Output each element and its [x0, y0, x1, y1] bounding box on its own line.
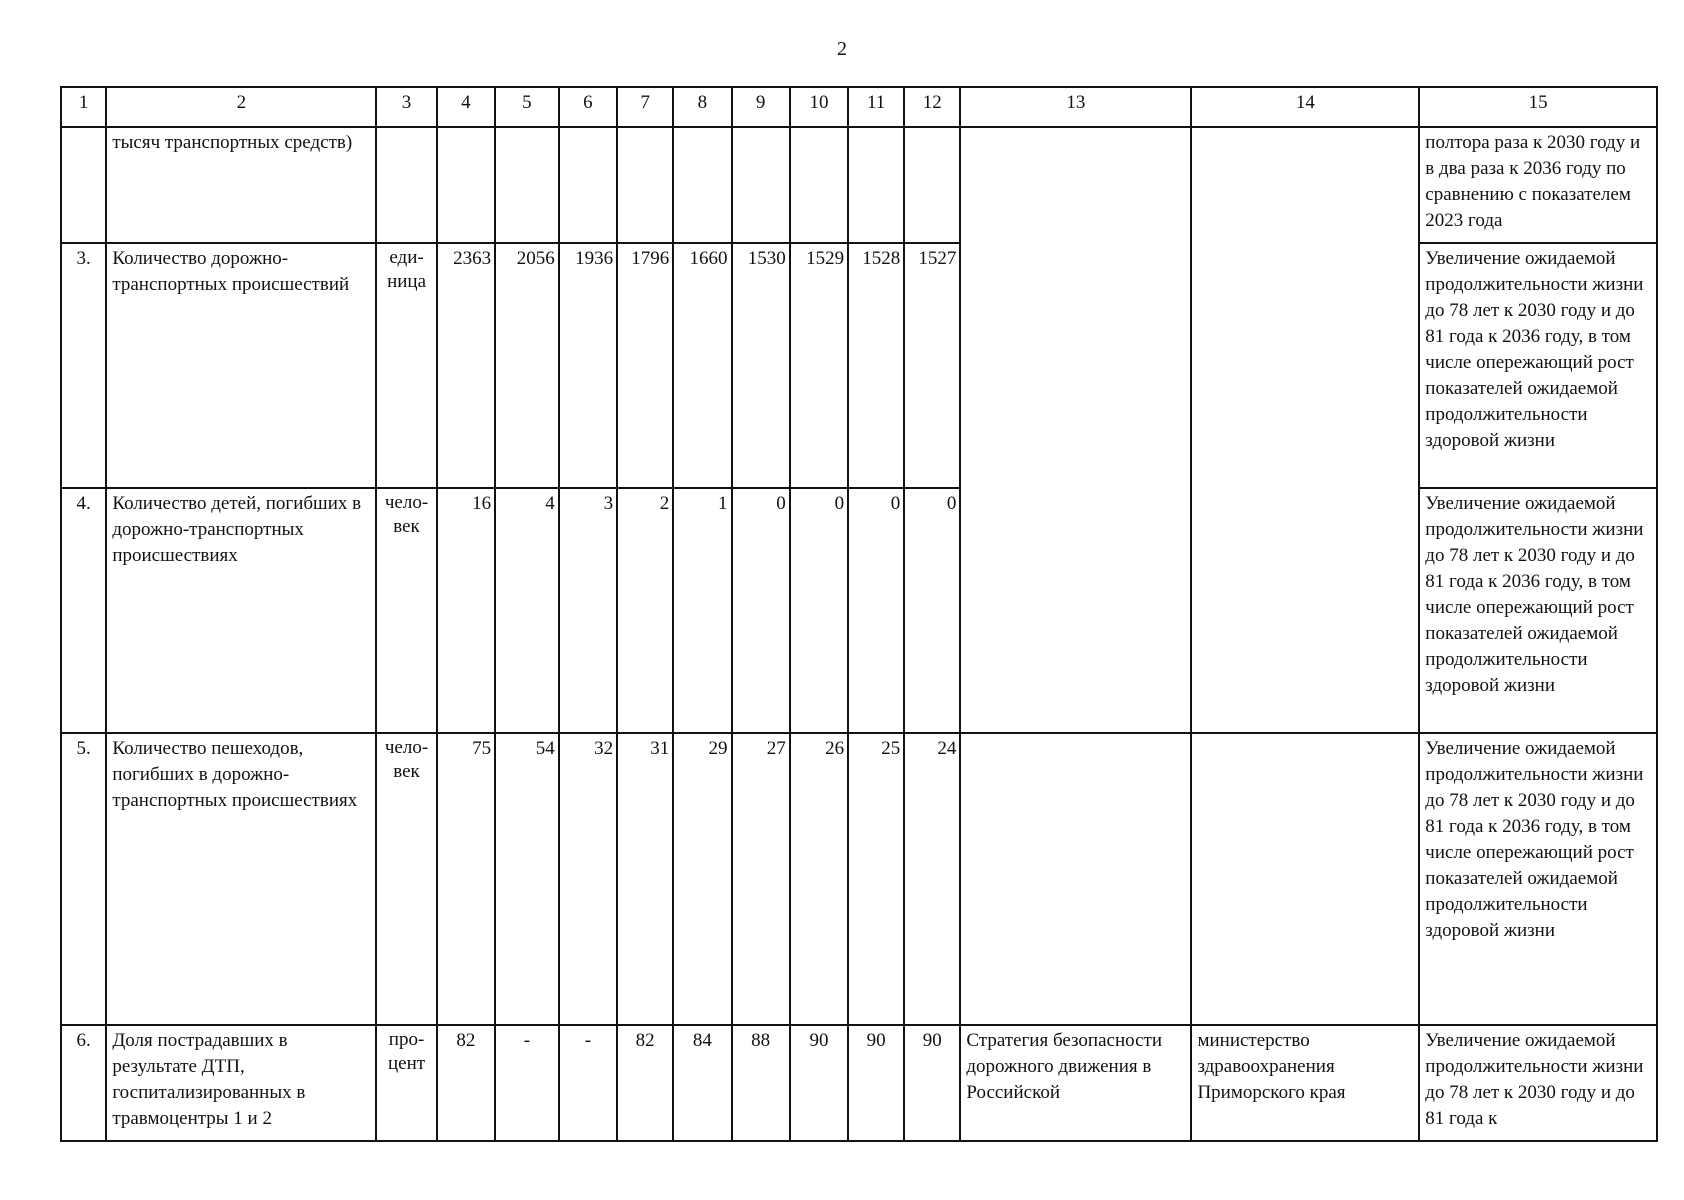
value-cell: 29 [673, 733, 731, 1025]
value-cell: 2056 [495, 243, 559, 488]
table-row [61, 1025, 1657, 1141]
responsible-cell-merged [1191, 127, 1419, 733]
header-cell: 15 [1419, 87, 1657, 127]
value-cell [673, 127, 731, 243]
value-cell: - [559, 1025, 617, 1141]
row-number [61, 127, 106, 243]
header-cell: 10 [790, 87, 848, 127]
table-row [61, 733, 1657, 1025]
indicator-name: Количество детей, погибших в дорожно-транспортных происшествиях [106, 488, 376, 733]
header-cell: 1 [61, 87, 106, 127]
value-cell: 1528 [848, 243, 904, 488]
value-cell: 1530 [732, 243, 790, 488]
value-cell: - [495, 1025, 559, 1141]
header-cell: 12 [904, 87, 960, 127]
value-cell: 75 [437, 733, 495, 1025]
source-cell: Стратегия безопасности дорожного движения в Российской [960, 1025, 1191, 1141]
unit: еди-ница [376, 243, 436, 488]
value-cell: 88 [732, 1025, 790, 1141]
value-cell: 3 [559, 488, 617, 733]
header-cell: 8 [673, 87, 731, 127]
value-cell: 16 [437, 488, 495, 733]
value-cell: 90 [790, 1025, 848, 1141]
value-cell [559, 127, 617, 243]
result-text: Увеличение ожидаемой продолжительности жизни до 78 лет к 2030 году и до 81 года к 2036 году, в том числе опережающий рост показателей ожидаемой продолжительности здоровой жизни [1419, 488, 1657, 733]
value-cell: 0 [732, 488, 790, 733]
value-cell: 84 [673, 1025, 731, 1141]
indicator-name: Количество дорожно-транспортных происшествий [106, 243, 376, 488]
responsible-cell [1191, 733, 1419, 1025]
unit: чело-век [376, 488, 436, 733]
value-cell: 26 [790, 733, 848, 1025]
value-cell: 25 [848, 733, 904, 1025]
value-cell: 0 [904, 488, 960, 733]
indicator-name: тысяч транспортных средств) [106, 127, 376, 243]
indicator-name: Количество пешеходов, погибших в дорожно-транспортных происшествиях [106, 733, 376, 1025]
value-cell: 0 [848, 488, 904, 733]
row-number: 6. [61, 1025, 106, 1141]
header-cell: 4 [437, 87, 495, 127]
value-cell: 24 [904, 733, 960, 1025]
result-text: полтора раза к 2030 году и в два раза к 2036 году по сравнению с показателем 2023 года [1419, 127, 1657, 243]
value-cell [848, 127, 904, 243]
value-cell: 2363 [437, 243, 495, 488]
header-cell: 6 [559, 87, 617, 127]
header-cell: 14 [1191, 87, 1419, 127]
value-cell: 82 [437, 1025, 495, 1141]
unit: про-цент [376, 1025, 436, 1141]
header-cell: 3 [376, 87, 436, 127]
value-cell: 1527 [904, 243, 960, 488]
value-cell: 27 [732, 733, 790, 1025]
value-cell: 1 [673, 488, 731, 733]
row-number: 3. [61, 243, 106, 488]
result-text: Увеличение ожидаемой продолжительности жизни до 78 лет к 2030 году и до 81 года к 2036 году, в том числе опережающий рост показателей ожидаемой продолжительности здоровой жизни [1419, 733, 1657, 1025]
value-cell: 1796 [617, 243, 673, 488]
header-cell: 2 [106, 87, 376, 127]
row-number: 5. [61, 733, 106, 1025]
header-cell: 11 [848, 87, 904, 127]
header-cell: 7 [617, 87, 673, 127]
page-number: 2 [837, 38, 847, 60]
indicators-table [60, 86, 1658, 1142]
unit [376, 127, 436, 243]
value-cell [732, 127, 790, 243]
result-text: Увеличение ожидаемой продолжительности жизни до 78 лет к 2030 году и до 81 года к 2036 году, в том числе опережающий рост показателей ожидаемой продолжительности здоровой жизни [1419, 243, 1657, 488]
header-row [61, 87, 1657, 127]
table-row [61, 127, 1657, 243]
value-cell: 82 [617, 1025, 673, 1141]
source-cell [960, 733, 1191, 1025]
value-cell: 4 [495, 488, 559, 733]
value-cell: 2 [617, 488, 673, 733]
value-cell: 32 [559, 733, 617, 1025]
value-cell: 0 [790, 488, 848, 733]
row-number: 4. [61, 488, 106, 733]
value-cell: 1660 [673, 243, 731, 488]
result-text: Увеличение ожидаемой продолжительности жизни до 78 лет к 2030 году и до 81 года к [1419, 1025, 1657, 1141]
header-cell: 5 [495, 87, 559, 127]
value-cell: 90 [848, 1025, 904, 1141]
value-cell [790, 127, 848, 243]
value-cell: 1529 [790, 243, 848, 488]
value-cell: 1936 [559, 243, 617, 488]
value-cell: 54 [495, 733, 559, 1025]
value-cell: 90 [904, 1025, 960, 1141]
unit: чело-век [376, 733, 436, 1025]
value-cell [495, 127, 559, 243]
header-cell: 13 [960, 87, 1191, 127]
header-cell: 9 [732, 87, 790, 127]
source-cell-merged [960, 127, 1191, 733]
value-cell [904, 127, 960, 243]
value-cell [617, 127, 673, 243]
responsible-cell: министерство здравоохранения Приморского края [1191, 1025, 1419, 1141]
value-cell: 31 [617, 733, 673, 1025]
value-cell [437, 127, 495, 243]
indicator-name: Доля пострадавших в результате ДТП, госпитализированных в травмоцентры 1 и 2 [106, 1025, 376, 1141]
